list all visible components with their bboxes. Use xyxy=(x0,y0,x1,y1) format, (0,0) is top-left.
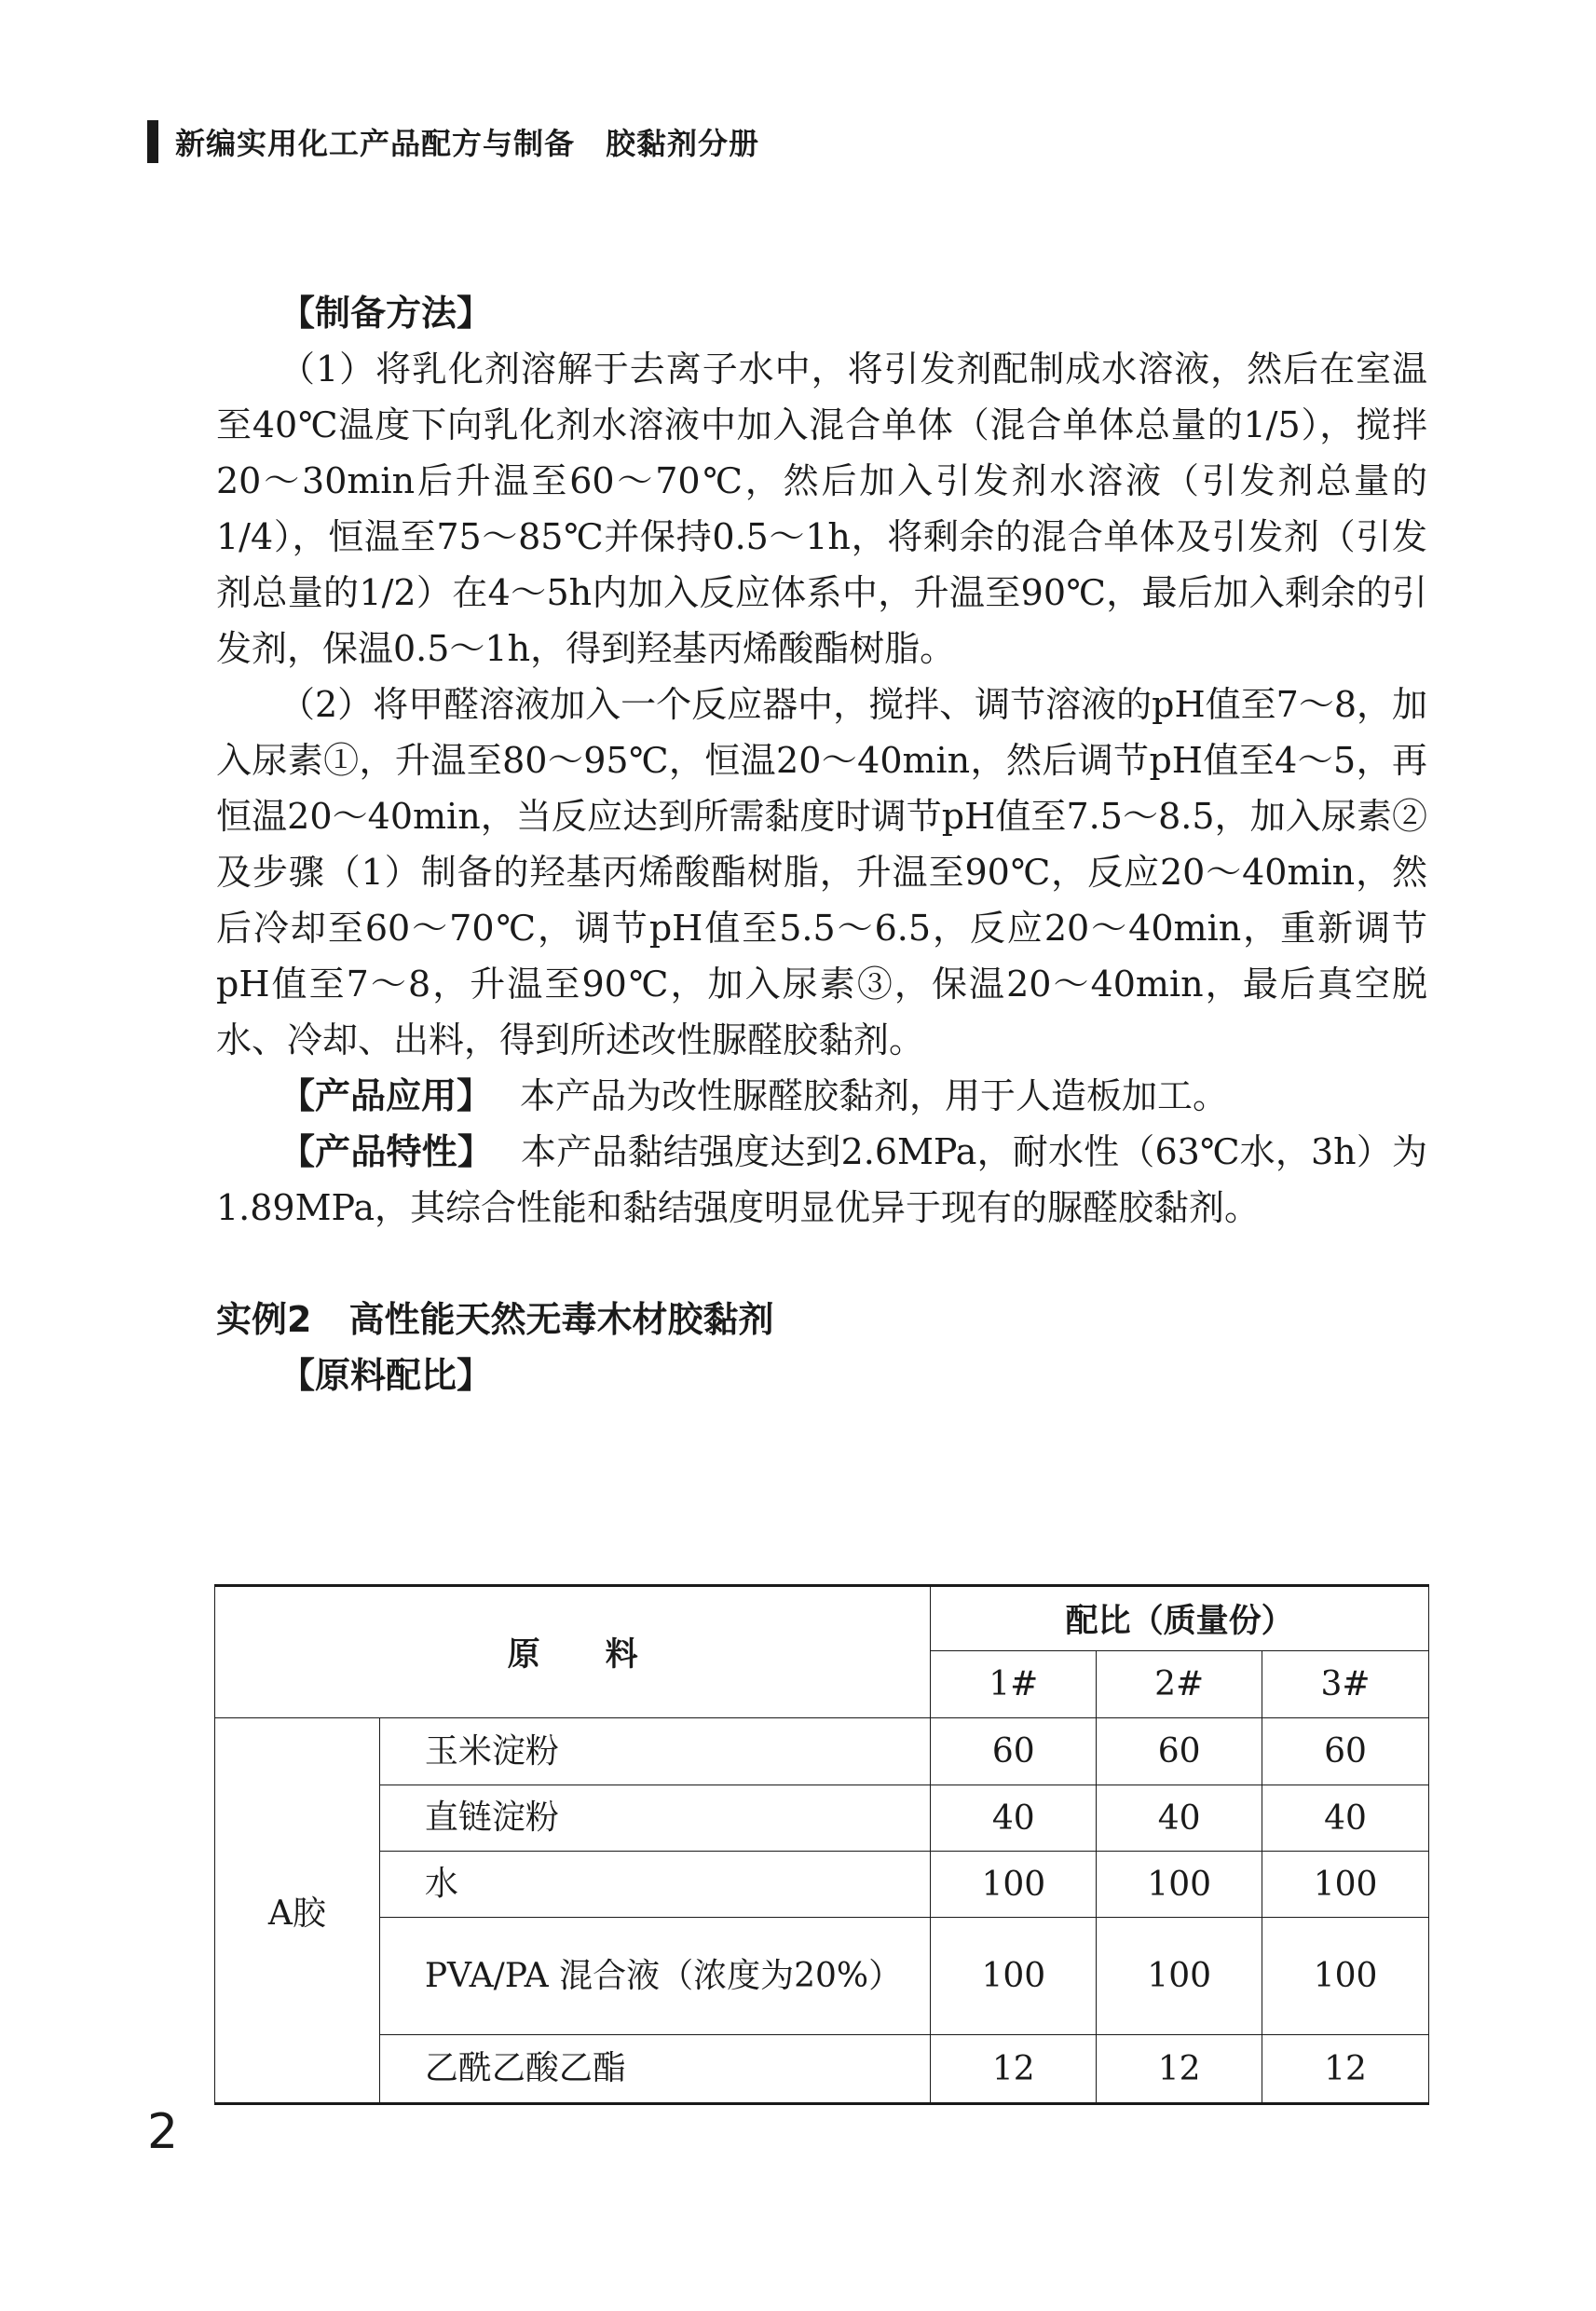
page-number: 2 xyxy=(147,2104,179,2160)
main-content xyxy=(216,285,1427,1403)
col-label-2: 2# xyxy=(1097,1651,1262,1718)
group-label-a: A胶 xyxy=(215,1718,380,2104)
ratio-value: 100 xyxy=(1097,1918,1262,2035)
application-label: 【产品应用】 xyxy=(280,1075,493,1116)
material-name: 乙酰乙酸乙酯 xyxy=(379,2035,931,2104)
material-name: 玉米淀粉 xyxy=(379,1718,931,1785)
ratio-value: 12 xyxy=(931,2035,1097,2104)
ratio-value: 12 xyxy=(1262,2035,1429,2104)
ratio-value: 100 xyxy=(1262,1852,1429,1918)
header-marker-bar xyxy=(147,120,158,163)
ratio-value: 40 xyxy=(1262,1785,1429,1852)
ratio-value: 100 xyxy=(931,1852,1097,1918)
material-name: 直链淀粉 xyxy=(379,1785,931,1852)
ratio-value: 60 xyxy=(1262,1718,1429,1785)
header-title: 新编实用化工产品配方与制备 胶黏剂分册 xyxy=(175,126,760,161)
running-header xyxy=(147,117,759,166)
ratio-value: 60 xyxy=(1097,1718,1262,1785)
ratio-value: 60 xyxy=(931,1718,1097,1785)
prep-step-2: （2）将甲醛溶液加入一个反应器中，搅拌、调节溶液的pH值至7～8，加入尿素①，升温至80～95℃，恒温20～40min，然后调节pH值至4～5，再恒温20～40min，当反应达到所需黏度时调节pH值至7.5～8.5，加入尿素②及步骤（1）制备的羟基丙烯酸酯树脂，升温至90℃，反应20～40min，然后冷却至60～70℃，调节pH值至5.5～6.5，反应20～40min，重新调节pH值至7～8，升温至90℃，加入尿素③，保温20～40min，最后真空脱水、冷却、出料，得到所述改性脲醛胶黏剂。 xyxy=(216,684,1427,1060)
example-label: 实例2 xyxy=(216,1299,312,1340)
raw-material-header: 原 料 xyxy=(215,1586,931,1718)
material-name: PVA/PA 混合液（浓度为20%） xyxy=(379,1918,931,2035)
properties-text: 本产品黏结强度达到2.6MPa，耐水性（63℃水，3h）为1.89MPa，其综合性能和黏结强度明显优异于现有的脲醛胶黏剂。 xyxy=(216,1131,1427,1228)
col-label-1: 1# xyxy=(931,1651,1097,1718)
ratio-header: 配比（质量份） xyxy=(931,1586,1429,1651)
ratio-value: 100 xyxy=(931,1918,1097,2035)
application-text: 本产品为改性脲醛胶黏剂，用于人造板加工。 xyxy=(520,1075,1229,1116)
example-2-title xyxy=(216,1292,1427,1347)
prep-method-heading: 【制备方法】 xyxy=(280,293,493,334)
properties-label: 【产品特性】 xyxy=(280,1131,494,1172)
product-properties xyxy=(216,1124,1427,1236)
example-name: 高性能天然无毒木材胶黏剂 xyxy=(348,1299,774,1340)
col-label-3: 3# xyxy=(1262,1651,1429,1718)
ratio-value: 40 xyxy=(1097,1785,1262,1852)
raw-material-table xyxy=(214,1584,1429,2105)
product-application xyxy=(216,1068,1427,1124)
prep-step-1: （1）将乳化剂溶解于去离子水中，将引发剂配制成水溶液，然后在室温至40℃温度下向乳化剂水溶液中加入混合单体（混合单体总量的1/5），搅拌20～30min后升温至60～70℃，然后加入引发剂水溶液（引发剂总量的1/4），恒温至75～85℃并保持0.5～1h，将剩余的混合单体及引发剂（引发剂总量的1/2）在4～5h内加入反应体系中，升温至90℃，最后加入剩余的引发剂，保温0.5～1h，得到羟基丙烯酸酯树脂。 xyxy=(216,349,1427,669)
materials-heading: 【原料配比】 xyxy=(280,1355,493,1396)
ratio-value: 12 xyxy=(1097,2035,1262,2104)
ratio-value: 40 xyxy=(931,1785,1097,1852)
material-name: 水 xyxy=(379,1852,931,1918)
ratio-value: 100 xyxy=(1097,1852,1262,1918)
ratio-value: 100 xyxy=(1262,1918,1429,2035)
